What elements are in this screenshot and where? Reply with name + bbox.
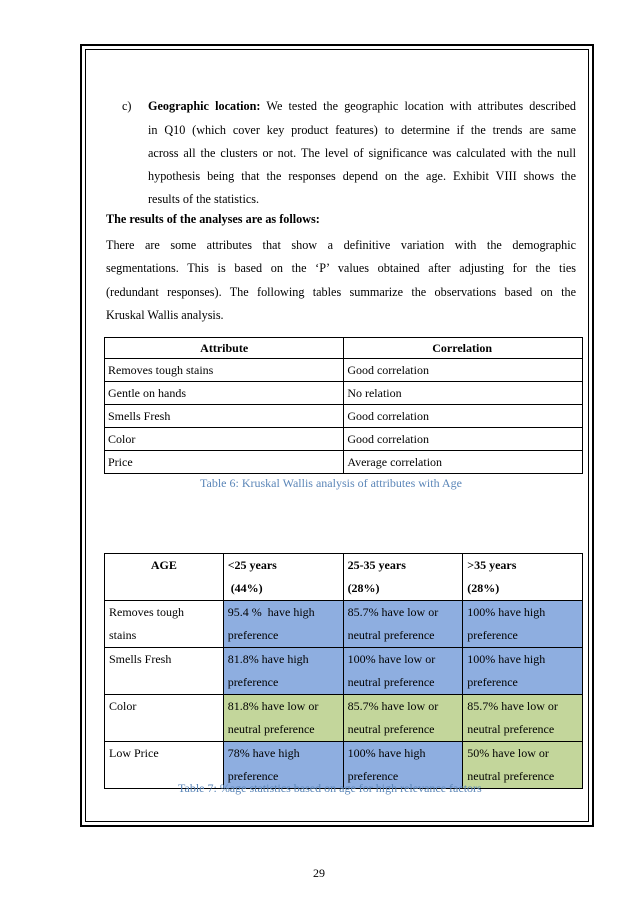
section-c-line-5: results of the statistics. — [148, 192, 260, 206]
table-row — [105, 405, 583, 428]
intro-line-2: segmentations. This is based on the ‘P’ values obtained after adjusting for the ties — [106, 261, 576, 275]
table-cell: Gentle on hands — [105, 382, 344, 405]
table-6-header-attribute: Attribute — [105, 338, 344, 359]
table-cell: 100% have high preference — [463, 601, 583, 648]
section-c-line-2: in Q10 (which cover key product features) to determine if the trends are same — [148, 123, 576, 137]
table-cell: Removes tough stains — [105, 359, 344, 382]
table-cell: 85.7% have low or neutral preference — [343, 601, 463, 648]
row-label: Removes tough stains — [105, 601, 224, 648]
table-7-caption: Table 7: %age statistics based on age for high relevance factors — [178, 781, 482, 795]
table-cell: 78% have high preference — [223, 742, 343, 789]
table-cell: Color — [105, 428, 344, 451]
table-cell: Price — [105, 451, 344, 474]
results-heading: The results of the analyses are as follows: — [106, 212, 320, 226]
table-row — [105, 428, 583, 451]
table-cell: 100% have high preference — [463, 648, 583, 695]
table-cell: 81.8% have low or neutral preference — [223, 695, 343, 742]
section-c-label: Geographic location: — [148, 99, 261, 113]
table-6-caption: Table 6: Kruskal Wallis analysis of attributes with Age — [200, 476, 462, 490]
row-label: Color — [105, 695, 224, 742]
table-cell: 100% have high preference — [343, 742, 463, 789]
table-cell: 100% have low or neutral preference — [343, 648, 463, 695]
table-cell: 85.7% have low or neutral preference — [343, 695, 463, 742]
table-7-header-25-35: 25-35 years (28%) — [343, 554, 463, 601]
intro-line-4: Kruskal Wallis analysis. — [106, 308, 224, 322]
table-cell: 85.7% have low or neutral preference — [463, 695, 583, 742]
table-cell: Good correlation — [344, 428, 583, 451]
table-row — [105, 382, 583, 405]
table-6 — [104, 337, 583, 474]
table-cell: Smells Fresh — [105, 405, 344, 428]
section-c-line-3: across all the clusters or not. The level of significance was calculated with the null — [148, 146, 576, 160]
intro-line-1: There are some attributes that show a definitive variation with the demographic — [106, 238, 576, 252]
section-c-text-1: We tested the geographic location with attributes described — [266, 99, 576, 113]
table-cell: No relation — [344, 382, 583, 405]
table-cell: 50% have low or neutral preference — [463, 742, 583, 789]
table-7-header-over-35: >35 years (28%) — [463, 554, 583, 601]
table-row — [105, 359, 583, 382]
table-7-header-under-25: <25 years (44%) — [223, 554, 343, 601]
table-row — [105, 695, 583, 742]
row-label: Smells Fresh — [105, 648, 224, 695]
section-c-line-4: hypothesis being that the responses depend on the age. Exhibit VIII shows the — [148, 169, 576, 183]
table-row — [105, 451, 583, 474]
table-7-header-row — [105, 554, 583, 601]
table-6-header-correlation: Correlation — [344, 338, 583, 359]
intro-line-3: (redundant responses). The following tables summarize the observations based on the — [106, 285, 576, 299]
row-label: Low Price — [105, 742, 224, 789]
table-cell: Average correlation — [344, 451, 583, 474]
page-number: 29 — [313, 866, 325, 880]
table-7-header-age: AGE — [105, 554, 224, 601]
table-7 — [104, 553, 583, 789]
list-marker: c) — [122, 99, 132, 113]
table-cell: Good correlation — [344, 359, 583, 382]
table-cell: Good correlation — [344, 405, 583, 428]
table-row — [105, 648, 583, 695]
table-cell: 81.8% have high preference — [223, 648, 343, 695]
table-row — [105, 601, 583, 648]
table-cell: 95.4 % have high preference — [223, 601, 343, 648]
section-c-line-1 — [148, 99, 576, 114]
